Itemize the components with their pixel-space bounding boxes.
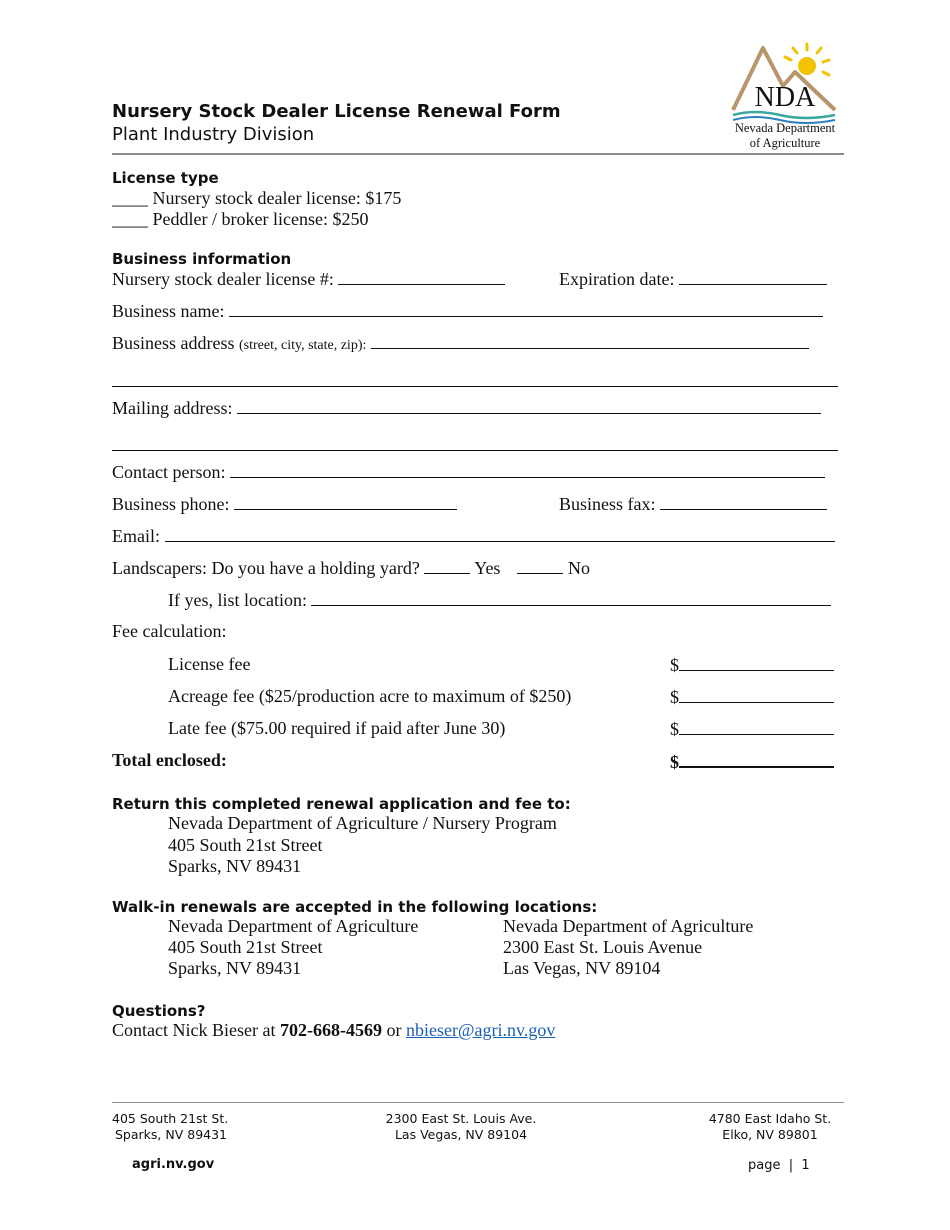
license-number-field[interactable] bbox=[338, 268, 505, 285]
footer-address-line1: 4780 East Idaho St. bbox=[708, 1111, 832, 1126]
business-address-line2[interactable] bbox=[112, 386, 838, 387]
holding-yard-yes-label: Yes bbox=[474, 558, 501, 578]
business-info-heading: Business information bbox=[112, 250, 292, 268]
license-option-dealer[interactable] bbox=[112, 188, 401, 209]
return-line-3: Sparks, NV 89431 bbox=[168, 856, 302, 876]
holding-location-field[interactable] bbox=[311, 589, 831, 606]
license-fee-field[interactable] bbox=[679, 654, 834, 671]
license-option-peddler[interactable] bbox=[112, 209, 368, 230]
license-number-label: Nursery stock dealer license #: bbox=[112, 269, 334, 289]
page-separator: | bbox=[788, 1158, 794, 1173]
form-title: Nursery Stock Dealer License Renewal Form bbox=[112, 101, 561, 122]
holding-yard-no-label: No bbox=[567, 558, 590, 578]
holding-yard-yes-blank[interactable] bbox=[424, 557, 470, 574]
license-option-label: Peddler / broker license: $250 bbox=[152, 209, 369, 229]
contact-prefix: Contact Nick Bieser at bbox=[112, 1020, 276, 1040]
walkin-left-line-2: 405 South 21st Street bbox=[168, 937, 323, 957]
mailing-address-row bbox=[112, 397, 821, 419]
footer-address-line2: Las Vegas, NV 89104 bbox=[394, 1127, 528, 1142]
contact-line bbox=[112, 1020, 555, 1041]
footer-address-lasvegas bbox=[361, 1111, 561, 1143]
business-fax-row bbox=[559, 493, 827, 515]
late-fee-field[interactable] bbox=[679, 718, 834, 735]
total-enclosed-label: Total enclosed: bbox=[112, 750, 227, 770]
business-address-field[interactable] bbox=[371, 332, 809, 349]
holding-yard-row bbox=[112, 557, 590, 579]
total-enclosed-field[interactable] bbox=[679, 750, 834, 768]
expiration-date-field[interactable] bbox=[679, 268, 827, 285]
business-name-row bbox=[112, 300, 823, 322]
return-line-1: Nevada Department of Agriculture / Nursery Program bbox=[168, 813, 557, 833]
business-phone-row bbox=[112, 493, 457, 515]
business-address-hint: (street, city, state, zip): bbox=[239, 338, 367, 353]
division-subtitle: Plant Industry Division bbox=[112, 124, 315, 145]
page-label: page bbox=[748, 1158, 781, 1173]
business-address-row bbox=[112, 332, 809, 354]
business-address-label: Business address bbox=[112, 333, 235, 353]
footer-address-sparks bbox=[112, 1111, 228, 1143]
footer-address-line2: Sparks, NV 89431 bbox=[115, 1127, 228, 1142]
email-label: Email: bbox=[112, 526, 160, 546]
license-number-row bbox=[112, 268, 505, 290]
business-fax-label: Business fax: bbox=[559, 494, 656, 514]
acreage-fee-field[interactable] bbox=[679, 686, 834, 703]
license-fee-label: License fee bbox=[168, 654, 251, 674]
footer-divider bbox=[112, 1102, 844, 1103]
mailing-address-line2[interactable] bbox=[112, 450, 838, 451]
business-name-field[interactable] bbox=[229, 300, 823, 317]
contact-person-field[interactable] bbox=[230, 461, 825, 478]
footer-page-indicator bbox=[748, 1158, 810, 1173]
contact-or: or bbox=[386, 1020, 402, 1040]
license-option-label: Nursery stock dealer license: $175 bbox=[152, 188, 402, 208]
license-type-heading: License type bbox=[112, 169, 219, 187]
business-phone-label: Business phone: bbox=[112, 494, 230, 514]
contact-person-label: Contact person: bbox=[112, 462, 226, 482]
sun-icon bbox=[785, 44, 829, 75]
nda-logo bbox=[725, 38, 845, 153]
late-fee-amount bbox=[670, 718, 834, 740]
walkin-heading: Walk-in renewals are accepted in the following locations: bbox=[112, 898, 598, 916]
footer-address-elko bbox=[690, 1111, 850, 1143]
walkin-left-line-1: Nevada Department of Agriculture bbox=[168, 916, 419, 936]
email-field[interactable] bbox=[165, 525, 835, 542]
license-option-blank[interactable]: ____ bbox=[112, 209, 148, 229]
email-row bbox=[112, 525, 835, 547]
currency-symbol: $ bbox=[670, 719, 679, 739]
business-fax-field[interactable] bbox=[660, 493, 827, 510]
mailing-address-label: Mailing address: bbox=[112, 398, 233, 418]
logo-text: NDA bbox=[754, 82, 816, 113]
walkin-left-line-3: Sparks, NV 89431 bbox=[168, 958, 302, 978]
acreage-fee-amount bbox=[670, 686, 834, 708]
footer-website[interactable]: agri.nv.gov bbox=[132, 1157, 215, 1172]
logo-line2: of Agriculture bbox=[749, 136, 821, 150]
logo-line1: Nevada Department bbox=[734, 121, 836, 135]
holding-location-label: If yes, list location: bbox=[168, 590, 307, 610]
questions-heading: Questions? bbox=[112, 1002, 206, 1020]
walkin-right-line-3: Las Vegas, NV 89104 bbox=[503, 958, 661, 978]
holding-yard-no-blank[interactable] bbox=[517, 557, 563, 574]
business-phone-field[interactable] bbox=[234, 493, 457, 510]
walkin-right-line-2: 2300 East St. Louis Avenue bbox=[503, 937, 703, 957]
return-line-2: 405 South 21st Street bbox=[168, 835, 323, 855]
contact-phone: 702-668-4569 bbox=[279, 1020, 382, 1040]
holding-yard-question: Landscapers: Do you have a holding yard? bbox=[112, 558, 420, 578]
license-option-blank[interactable]: ____ bbox=[112, 188, 148, 208]
walkin-right-line-1: Nevada Department of Agriculture bbox=[503, 916, 754, 936]
mailing-address-field[interactable] bbox=[237, 397, 821, 414]
contact-email-link[interactable]: nbieser@agri.nv.gov bbox=[405, 1020, 556, 1040]
header-divider bbox=[112, 153, 844, 155]
total-enclosed-amount bbox=[670, 750, 834, 773]
footer-address-line2: Elko, NV 89801 bbox=[722, 1127, 818, 1142]
fee-calculation-heading: Fee calculation: bbox=[112, 621, 227, 641]
currency-symbol: $ bbox=[670, 655, 679, 675]
page-number: 1 bbox=[801, 1158, 810, 1173]
contact-person-row bbox=[112, 461, 825, 483]
license-fee-amount bbox=[670, 654, 834, 676]
expiration-row bbox=[559, 268, 827, 290]
late-fee-label: Late fee ($75.00 required if paid after June 30) bbox=[168, 718, 506, 738]
currency-symbol: $ bbox=[670, 687, 679, 707]
expiration-label: Expiration date: bbox=[559, 269, 675, 289]
return-heading: Return this completed renewal application and fee to: bbox=[112, 795, 571, 813]
holding-location-row bbox=[168, 589, 831, 611]
currency-symbol: $ bbox=[670, 752, 679, 772]
acreage-fee-label: Acreage fee ($25/production acre to maximum of $250) bbox=[168, 686, 572, 706]
footer-address-line1: 2300 East St. Louis Ave. bbox=[385, 1111, 537, 1126]
business-name-label: Business name: bbox=[112, 301, 225, 321]
footer-address-line1: 405 South 21st St. bbox=[112, 1111, 229, 1126]
